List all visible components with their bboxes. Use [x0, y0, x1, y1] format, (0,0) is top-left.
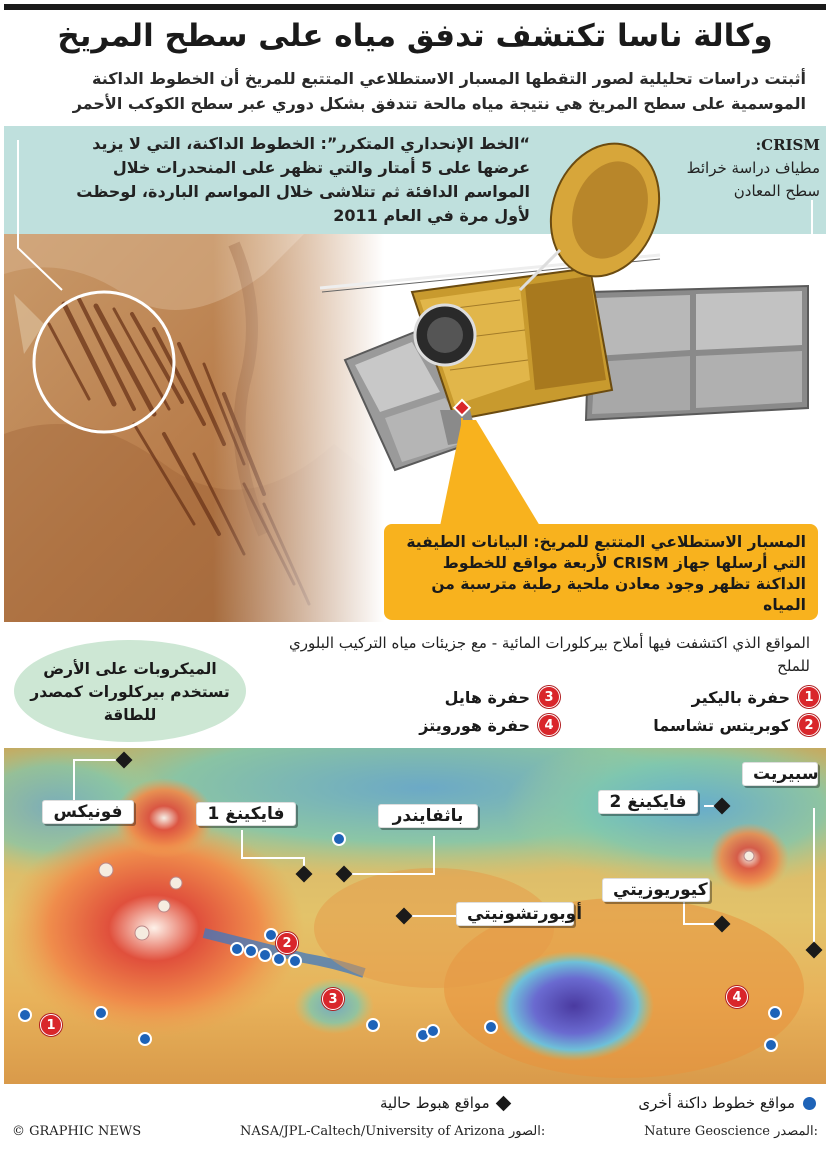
source-value: Nature Geoscience: [644, 1123, 770, 1139]
sites-header: المواقع الذي اكتشفت فيها أملاح بيركلورات المائية - مع جزيئات مياه التركيب البلوري للملح: [289, 634, 810, 675]
blue-dot-icon: [803, 1097, 816, 1110]
top-rule: [4, 4, 826, 10]
page-subtitle: أثبتت دراسات تحليلية لصور التقطها المسبار الاستطلاعي المتتبع للمريخ أن الخطوط الداكنة الموسمية على سطح المريخ هي نتيجة مياه مالحة تتدفق بشكل دوري عبر سطح الكوكب الأحمر: [72, 69, 806, 113]
microbes-note: [14, 640, 246, 742]
mars-slope-photo: [4, 234, 384, 622]
other-site-dot: [244, 944, 258, 958]
crism-label: [680, 134, 820, 203]
site-name: حفرة باليكير: [691, 687, 790, 707]
map-site-badge-1: 1: [40, 1014, 62, 1036]
other-site-dot: [258, 948, 272, 962]
crism-description: مطياف دراسة خرائط سطح المعادن: [686, 159, 820, 200]
map-site-badge-2: 2: [276, 932, 298, 954]
credit: © GRAPHIC NEWS: [12, 1123, 142, 1139]
legend-other-sites: [638, 1094, 816, 1112]
crism-name: CRISM:: [755, 136, 820, 154]
diamond-icon: [495, 1095, 511, 1111]
legend-landing-sites-label: مواقع هبوط حالية: [380, 1094, 490, 1112]
legend-other-sites-label: مواقع خطوط داكنة أخرى: [638, 1094, 795, 1112]
other-site-dot: [768, 1006, 782, 1020]
site-item-2: [640, 714, 820, 736]
site-item-4: [380, 714, 560, 736]
other-site-dot: [366, 1018, 380, 1032]
site-item-3: [380, 686, 560, 708]
site-number-badge: 3: [538, 686, 560, 708]
photos-credit: [240, 1124, 545, 1139]
site-number-badge: 4: [538, 714, 560, 736]
landing-label-viking1: فايكينغ 1: [196, 802, 296, 826]
other-site-dot: [94, 1006, 108, 1020]
site-number-badge: 1: [798, 686, 820, 708]
other-site-dot: [230, 942, 244, 956]
page-title: وكالة ناسا تكتشف تدفق مياه على سطح المريخ: [57, 18, 773, 54]
landing-label-viking2: فايكينغ 2: [598, 790, 698, 814]
other-site-dot: [332, 832, 346, 846]
mars-topographic-map: [4, 748, 826, 1084]
orbiter-callout-text: المسبار الاستطلاعي المتتبع للمريخ: البيانات الطيفية التي أرسلها جهاز CRISM لأربعة مواقع للخطوط الداكنة تظهر وجود معادن ملحية رطبة مترسبة من المياه: [406, 533, 806, 614]
photos-value: NASA/JPL-Caltech/University of Arizona: [240, 1123, 505, 1139]
site-name: حفرة هورويتز: [419, 715, 530, 735]
crism-marker: [454, 400, 470, 416]
microbes-text: الميكروبات على الأرض تستخدم بيركلورات كمصدر للطاقة: [30, 660, 230, 724]
site-item-1: [640, 686, 820, 708]
site-number-badge: 2: [798, 714, 820, 736]
legend-landing-sites: [380, 1094, 509, 1112]
other-site-dot: [18, 1008, 32, 1022]
other-site-dot: [288, 954, 302, 968]
other-site-dot: [426, 1024, 440, 1038]
other-site-dot: [764, 1038, 778, 1052]
map-site-badge-4: 4: [726, 986, 748, 1008]
landing-label-pathfinder: باثفايندر: [378, 804, 478, 828]
site-name: حفرة هايل: [444, 687, 530, 707]
other-site-dot: [484, 1020, 498, 1034]
source-label: المصدر:: [774, 1123, 818, 1139]
landing-label-phoenix: فونيكس: [42, 800, 134, 824]
rsl-description: “الخط الإنحداري المتكرر”: الخطوط الداكنة، التي لا يزيد عرضها على 5 أمتار والتي تظهر على المنحدرات خلال المواسم الدافئة ثم تتلاشى خلال المواسم الباردة، لوحظت لأول مرة في العام 2011: [76, 134, 530, 225]
other-site-dot: [272, 952, 286, 966]
landing-label-opportunity: أوبورتشونيتي: [456, 902, 574, 926]
site-name: كوبريتس تشاسما: [653, 715, 790, 735]
orbiter-callout: [384, 524, 818, 620]
other-site-dot: [138, 1032, 152, 1046]
source-credit: [644, 1124, 818, 1139]
landing-label-curiosity: كيوريوزيتي: [602, 878, 710, 902]
legend: [0, 1094, 830, 1118]
landing-label-spirit: سبيريت: [742, 762, 818, 786]
photos-label: الصور:: [509, 1123, 546, 1139]
footer: [12, 1120, 818, 1142]
map-site-badge-3: 3: [322, 988, 344, 1010]
